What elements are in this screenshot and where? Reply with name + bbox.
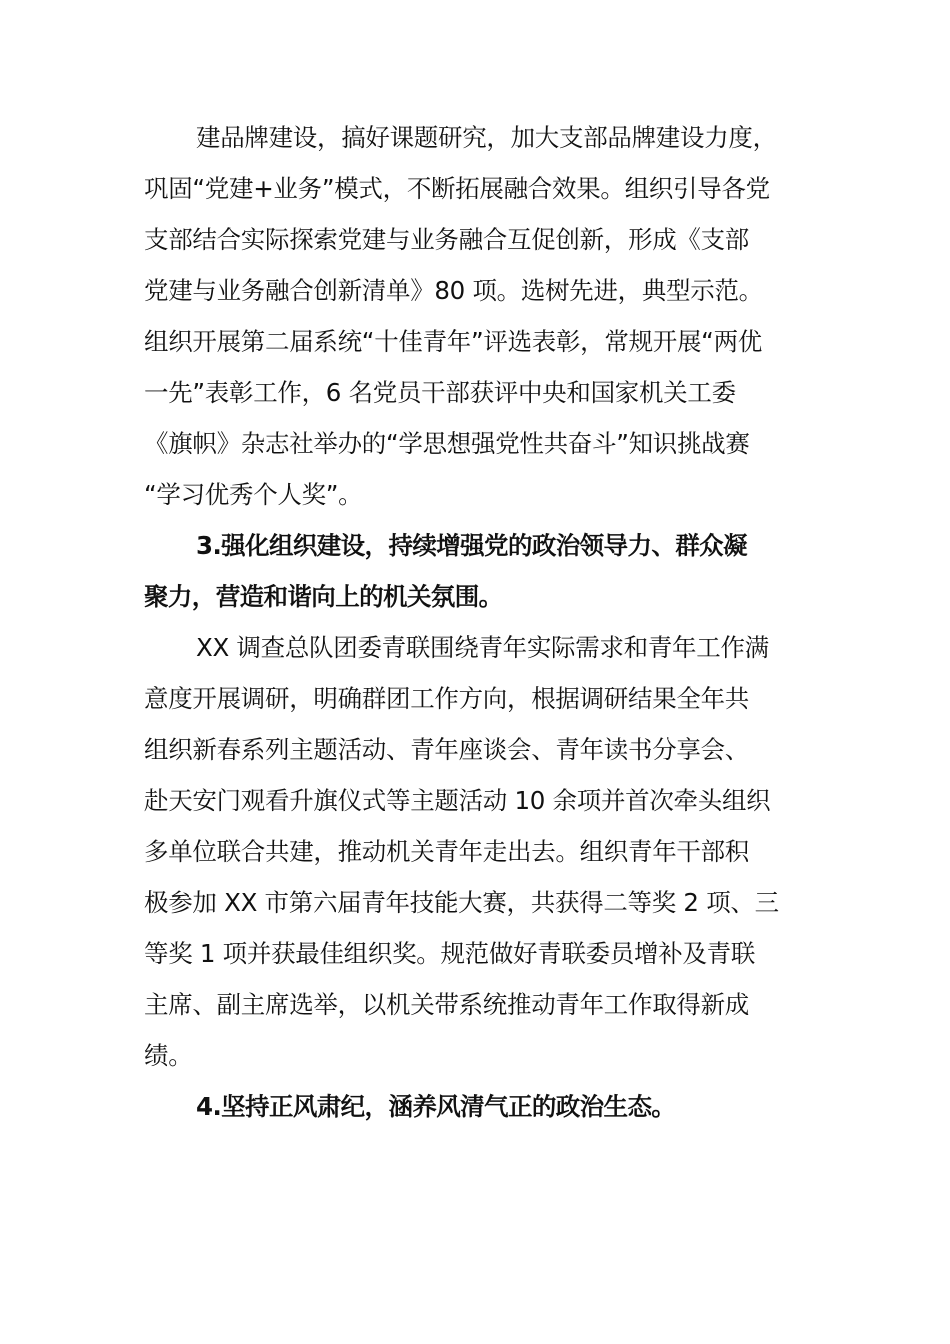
text-line: 赴天安门观看升旗仪式等主题活动 10 余项并首次牵头组织: [144, 786, 771, 815]
text-line: 《旗帜》杂志社举办的“学思想强党性共奋斗”知识挑战赛: [144, 429, 750, 458]
paragraph-brand-building: [144, 112, 828, 520]
text-line: 意度开展调研，明确群团工作方向，根据调研结果全年共: [144, 684, 749, 713]
text-line: 等奖 1 项并获最佳组织奖。规范做好青联委员增补及青联: [144, 939, 756, 968]
text-line: 主席、副主席选举，以机关带系统推动青年工作取得新成: [144, 990, 749, 1019]
text-line: 巩固“党建+业务”模式，不断拓展融合效果。组织引导各党: [144, 174, 770, 203]
heading-line: 4.坚持正风肃纪，涵养风清气正的政治生态。: [196, 1092, 676, 1121]
text-line: 极参加 XX 市第六届青年技能大赛，共获得二等奖 2 项、三: [144, 888, 779, 917]
text-line: 组织新春系列主题活动、青年座谈会、青年读书分享会、: [144, 735, 749, 764]
text-line: “学习优秀个人奖”。: [144, 480, 363, 509]
paragraph-youth-work: [144, 622, 828, 1081]
text-line: 绩。: [144, 1041, 193, 1070]
heading-line: 聚力，营造和谐向上的机关氛围。: [144, 582, 503, 611]
text-line: 党建与业务融合创新清单》80 项。选树先进，典型示范。: [144, 276, 763, 305]
heading-line: 3.强化组织建设，持续增强党的政治领导力、群众凝: [196, 531, 747, 560]
text-line: 建品牌建设，搞好课题研究，加大支部品牌建设力度，: [196, 123, 777, 152]
text-line: 支部结合实际探索党建与业务融合互促创新，形成《支部: [144, 225, 749, 254]
text-line: 组织开展第二届系统“十佳青年”评选表彰，常规开展“两优: [144, 327, 762, 356]
section-heading-3: [144, 520, 828, 622]
text-line: 一先”表彰工作，6 名党员干部获评中央和国家机关工委: [144, 378, 736, 407]
section-heading-4: [144, 1081, 828, 1132]
text-line: 多单位联合共建，推动机关青年走出去。组织青年干部积: [144, 837, 749, 866]
document-page: [144, 112, 828, 1132]
text-line: XX 调查总队团委青联围绕青年实际需求和青年工作满: [196, 633, 769, 662]
